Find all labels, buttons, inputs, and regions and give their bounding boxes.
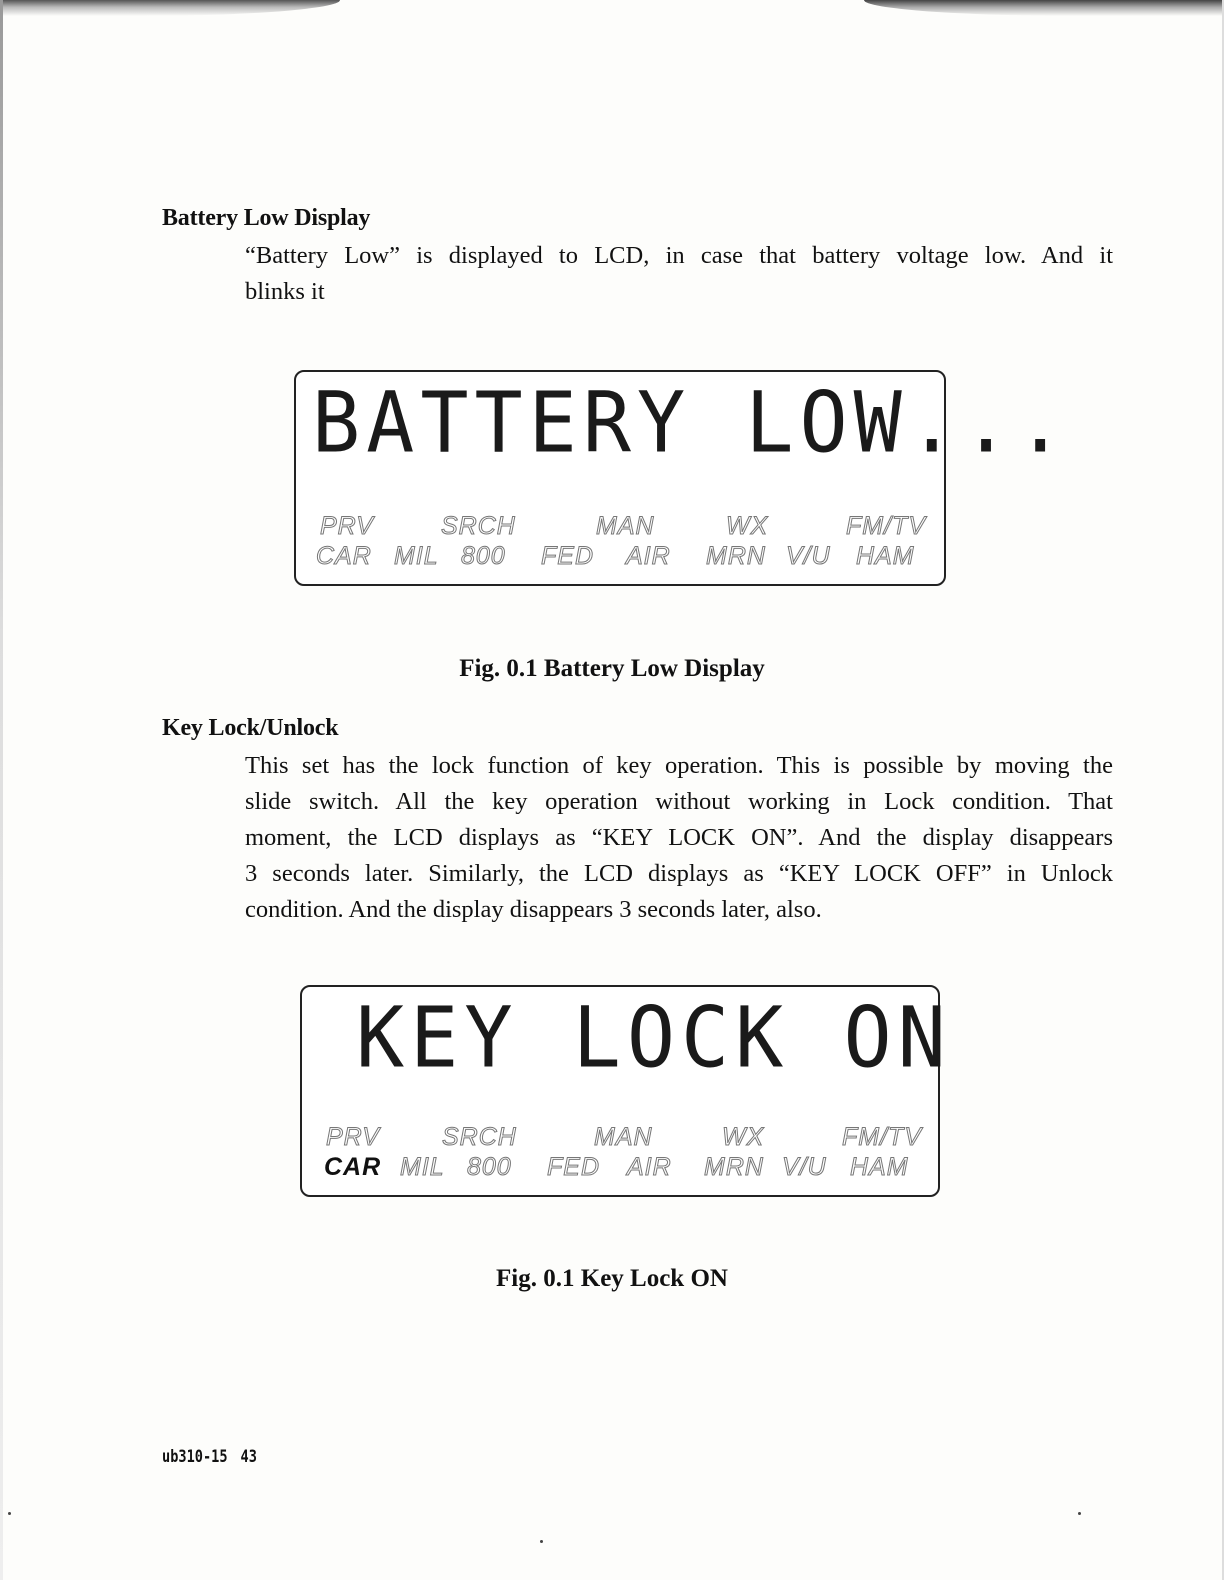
indicator-mil: MIL [394, 542, 439, 570]
key-lock-line-5: condition. And the display disappears 3 seconds later, also. [245, 896, 822, 923]
lcd-key-lock [300, 985, 952, 1197]
indicator-srch-2: SRCH [442, 1123, 517, 1151]
key-lock-line-3: moment, the LCD displays as “KEY LOCK ON”. And the display disappears [245, 824, 1113, 851]
indicator-fed-2: FED [547, 1153, 600, 1181]
indicator-800: 800 [461, 542, 506, 570]
scan-speck [540, 1540, 543, 1543]
battery-low-heading: Battery Low Display [162, 205, 371, 231]
battery-low-line-2: blinks it [245, 278, 325, 305]
indicator-fmtv-2: FM/TV [842, 1123, 922, 1151]
indicator-800-2: 800 [467, 1153, 512, 1181]
indicator-car: CAR [316, 542, 372, 570]
key-lock-description [245, 748, 1113, 928]
key-lock-line-2: slide switch. All the key operation without working in Lock condition. That [245, 788, 1113, 815]
indicator-man-2: MAN [594, 1123, 653, 1151]
indicator-car-2-active: CAR [324, 1153, 382, 1181]
indicator-prv-2: PRV [326, 1123, 380, 1151]
footer-page-number: 43 [240, 1447, 257, 1467]
indicator-ham: HAM [856, 542, 915, 570]
scan-speck [8, 1512, 11, 1515]
battery-low-description [245, 238, 1113, 310]
indicator-fmtv: FM/TV [846, 512, 926, 540]
scan-edge-left [0, 0, 3, 1580]
lcd-battery-low-text: BATTERY LOW... [312, 373, 1071, 472]
page-footer [162, 1447, 257, 1467]
key-lock-line-1: This set has the lock function of key operation. This is possible by moving the [245, 752, 1113, 779]
figure-caption-battery-low: Fig. 0.1 Battery Low Display [459, 655, 765, 682]
indicator-ham-2: HAM [850, 1153, 909, 1181]
lcd-key-lock-text: KEY LOCK ON [356, 988, 952, 1087]
indicator-wx: WX [726, 512, 769, 540]
indicator-vu: V/U [786, 542, 831, 570]
indicator-mrn: MRN [706, 542, 766, 570]
key-lock-heading: Key Lock/Unlock [162, 715, 339, 741]
indicator-mil-2: MIL [400, 1153, 445, 1181]
footer-doc-id: ub310-15 [162, 1447, 228, 1467]
scan-shadow-top-left [0, 0, 340, 16]
indicator-man: MAN [596, 512, 655, 540]
indicator-wx-2: WX [722, 1123, 765, 1151]
indicator-srch: SRCH [441, 512, 516, 540]
key-lock-line-4: 3 seconds later. Similarly, the LCD displays as “KEY LOCK OFF” in Unlock [245, 860, 1113, 887]
figure-caption-key-lock: Fig. 0.1 Key Lock ON [496, 1265, 728, 1292]
indicator-mrn-2: MRN [704, 1153, 764, 1181]
indicator-vu-2: V/U [782, 1153, 827, 1181]
indicator-fed: FED [541, 542, 594, 570]
scan-speck [1078, 1512, 1081, 1515]
indicator-air: AIR [626, 542, 671, 570]
indicator-prv: PRV [320, 512, 374, 540]
indicator-air-2: AIR [627, 1153, 672, 1181]
lcd-battery-low [294, 370, 1071, 586]
battery-low-line-1: “Battery Low” is displayed to LCD, in case that battery voltage low. And it [245, 242, 1113, 269]
scan-shadow-top-right [864, 0, 1224, 16]
